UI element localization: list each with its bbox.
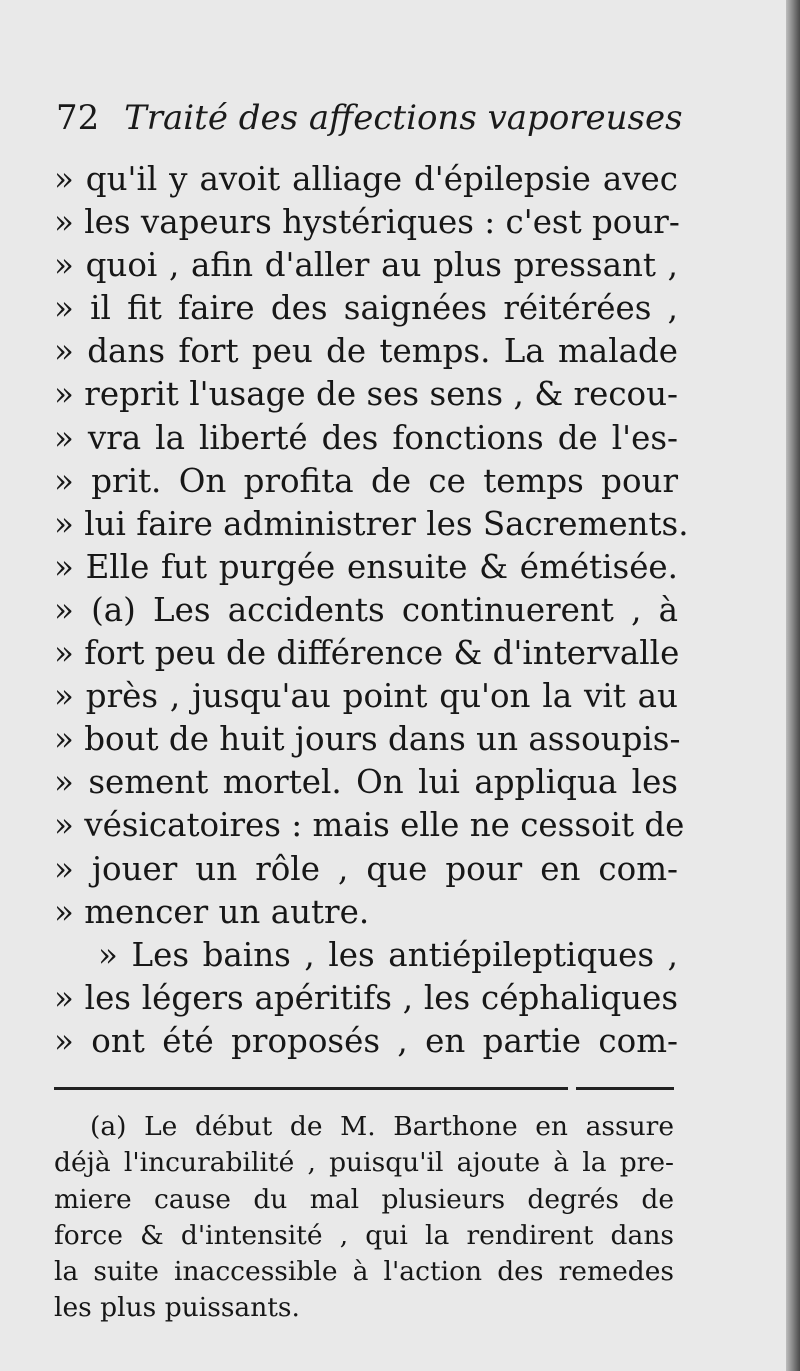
footnote-line: force & d'intensité , qui la rendirent dans (54, 1219, 674, 1251)
text-line: » près , jusqu'au point qu'on la vit au (54, 677, 678, 716)
text-line: » dans fort peu de temps. La malade (54, 332, 678, 371)
text-line: » qu'il y avoit alliage d'épilepsie avec (54, 160, 678, 198)
footnote-line: les plus puissants. (54, 1292, 300, 1324)
text-line: » les légers apéritifs , les céphaliques (54, 978, 678, 1017)
text-line: » (a) Les accidents continuerent , à (54, 590, 678, 629)
running-title: Traité des affections vaporeuses (124, 98, 683, 138)
text-line: » fort peu de différence & d'intervalle (54, 634, 680, 673)
text-line: » lui faire administrer les Sacrements. (54, 504, 689, 543)
footnote-line: miere cause du mal plusieurs degrés de (54, 1183, 674, 1215)
text-line: » jouer un rôle , que pour en com- (54, 849, 678, 888)
text-line: » vésicatoires : mais elle ne cessoit de (54, 806, 685, 845)
running-head (56, 98, 683, 138)
text-line: » ont été proposés , en partie com- (54, 1021, 678, 1060)
footnote-line: la suite inaccessible à l'action des remedes (54, 1256, 674, 1288)
page-edge-shadow (786, 0, 800, 1371)
body-text (54, 158, 689, 1063)
text-line: » quoi , afin d'aller au plus pressant , (54, 246, 678, 285)
text-line: » vra la liberté des fonctions de l'es- (54, 418, 678, 457)
text-line: » Elle fut purgée ensuite & émétisée. (54, 547, 678, 586)
text-line: » les vapeurs hystériques : c'est pour- (54, 203, 680, 242)
footnote (54, 1109, 674, 1327)
text-line: » bout de huit jours dans un assoupis- (54, 720, 681, 759)
footnote-rule (576, 1087, 674, 1090)
page-number: 72 (56, 98, 100, 138)
text-line: » il fit faire des saignées réitérées , (54, 289, 678, 328)
text-line: » prit. On profita de ce temps pour (54, 461, 678, 500)
text-line: » Les bains , les antiépileptiques , (98, 935, 678, 974)
footnote-line: déjà l'incurabilité , puisqu'il ajoute à la pre- (54, 1147, 674, 1179)
text-line: » reprit l'usage de ses sens , & recou- (54, 375, 678, 414)
text-line: » mencer un autre. (54, 892, 370, 931)
footnote-rule (54, 1087, 568, 1090)
footnote-line: (a) Le début de M. Barthone en assure (90, 1111, 674, 1142)
text-line: » sement mortel. On lui appliqua les (54, 763, 678, 802)
